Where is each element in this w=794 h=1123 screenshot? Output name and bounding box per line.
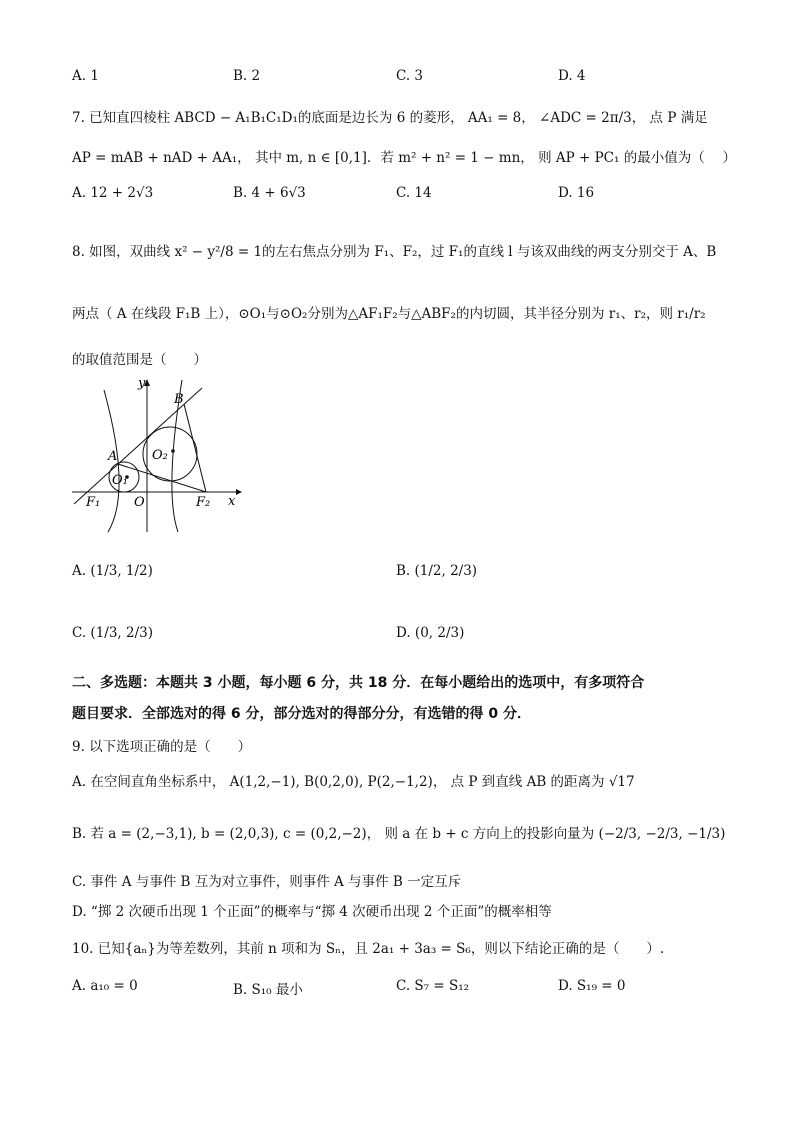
q6-option-c: C. 3 (396, 68, 424, 84)
q7-option-c: C. 14 (396, 185, 432, 201)
q9-option-d: D. “掷 2 次硬币出现 1 个正面”的概率与“掷 4 次硬币出现 2 个正面”的概率相等 (72, 904, 552, 920)
label-F2: F₂ (196, 495, 211, 510)
segment-BF2 (184, 404, 206, 492)
q8-stem-line3: 的取值范围是（ ） (72, 352, 207, 368)
label-B: B (174, 392, 184, 407)
label-O2: O₂ (152, 448, 168, 463)
q10-stem: 10. 已知{aₙ}为等差数列，其前 n 项和为 Sₙ，且 2a₁ + 3a₃ = S₆，则以下结论正确的是（ ）. (72, 941, 665, 957)
q7-option-d: D. 16 (558, 185, 595, 201)
q8-option-c: C. (1/3, 2/3) (72, 625, 153, 641)
q9-option-c: C. 事件 A 与事件 B 互为对立事件，则事件 A 与事件 B 一定互斥 (72, 874, 462, 890)
hyperbola-figure (70, 372, 250, 534)
label-O1: O₁ (112, 473, 128, 488)
q8-option-b: B. (1/2, 2/3) (396, 563, 478, 579)
q8-option-a: A. (1/3, 1/2) (72, 563, 153, 579)
q6-option-b: B. 2 (233, 68, 261, 84)
q10-option-a: A. a₁₀ = 0 (72, 978, 138, 994)
label-A: A (108, 449, 118, 464)
center-O2-dot (171, 449, 175, 453)
q7-stem-line2: AP = mAB + nAD + AA₁， 其中 m, n ∈ [0,1]．若 m² + n² = 1 − mn， 则 AP + PC₁ 的最小值为（ ） (72, 150, 736, 166)
label-y: y (138, 376, 146, 391)
q8-option-d: D. (0, 2/3) (396, 625, 465, 641)
section2-heading-line2: 题目要求．全部选对的得 6 分，部分选对的得部分分，有选错的得 0 分． (72, 706, 531, 722)
q7-stem-line1: 7. 已知直四棱柱 ABCD − A₁B₁C₁D₁的底面是边长为 6 的菱形， AA₁ = 8， ∠ADC = 2π/3， 点 P 满足 (72, 110, 708, 126)
q9-stem: 9. 以下选项正确的是（ ） (72, 739, 252, 755)
q7-option-a: A. 12 + 2√3 (72, 185, 154, 201)
q10-option-d: D. S₁₉ = 0 (558, 978, 626, 994)
label-F1: F₁ (86, 495, 101, 510)
q8-stem-line2: 两点（ A 在线段 F₁B 上），⊙O₁与⊙O₂分别为△AF₁F₂与△ABF₂的内切圆，其半径分别为 r₁、r₂，则 r₁/r₂ (72, 306, 706, 322)
q6-option-d: D. 4 (558, 68, 586, 84)
q8-stem-line1: 8. 如图，双曲线 x² − y²/8 = 1的左右焦点分别为 F₁、F₂，过 F₁的直线 l 与该双曲线的两支分别交于 A、B (72, 244, 717, 260)
section2-heading-line1: 二、多选题：本题共 3 小题，每小题 6 分，共 18 分．在每小题给出的选项中，有多项符合 (72, 675, 645, 691)
q7-option-b: B. 4 + 6√3 (233, 185, 306, 201)
label-x: x (228, 494, 236, 509)
x-axis-arrow (236, 489, 242, 495)
q10-option-b: B. S₁₀ 最小 (233, 982, 303, 998)
q10-option-c: C. S₇ = S₁₂ (396, 978, 470, 994)
q6-option-a: A. 1 (72, 68, 99, 84)
q9-option-b: B. 若 a = (2,−3,1), b = (2,0,3), c = (0,2,−2)， 则 a 在 b + c 方向上的投影向量为 (−2/3, −2/3, −1/3) (72, 826, 726, 842)
label-O: O (134, 495, 145, 510)
q9-option-a: A. 在空间直角坐标系中， A(1,2,−1), B(0,2,0), P(2,−1,2)， 点 P 到直线 AB 的距离为 √17 (72, 774, 635, 790)
